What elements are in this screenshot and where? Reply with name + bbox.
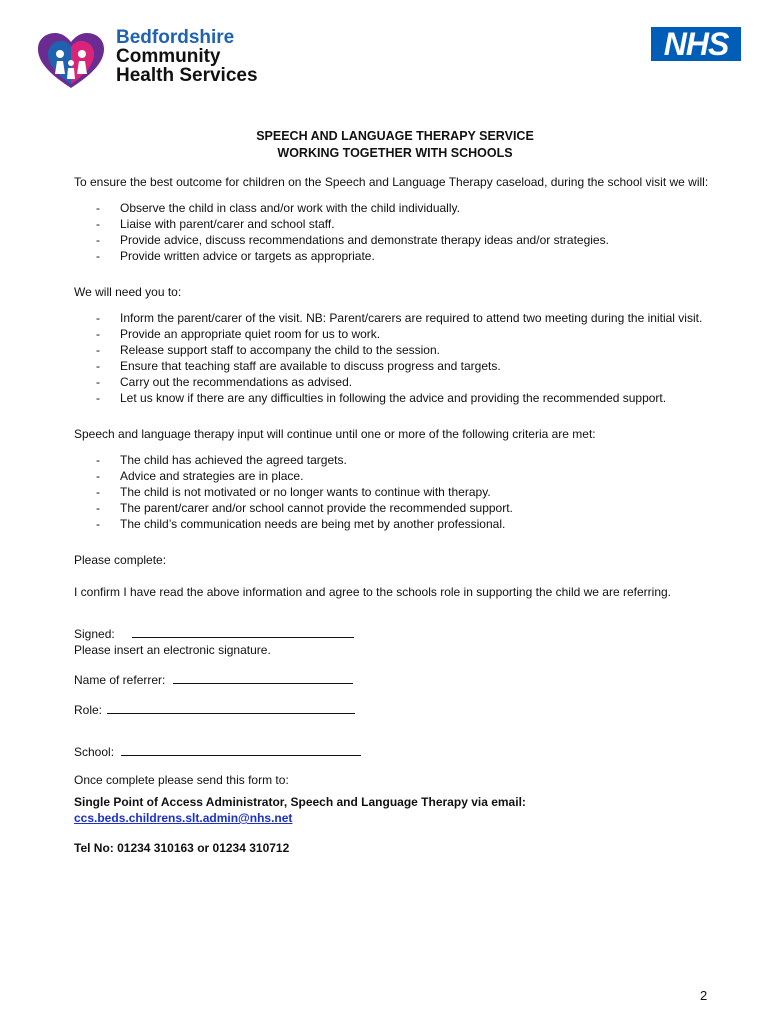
list-item: - Ensure that teaching staff are available to discuss progress and targets. bbox=[74, 358, 716, 374]
referrer-field[interactable] bbox=[173, 672, 353, 684]
page-title bbox=[74, 128, 716, 162]
send-heading: Once complete please send this form to: bbox=[74, 773, 289, 787]
intro-text: To ensure the best outcome for children on the Speech and Language Therapy caseload, during the school visit we will: bbox=[74, 175, 709, 189]
referrer-row bbox=[74, 672, 716, 688]
org-name-line1: Bedfordshire bbox=[116, 27, 235, 48]
continue-heading: Speech and language therapy input will continue until one or more of the following criteria are met: bbox=[74, 427, 596, 441]
list-item: - Advice and strategies are in place. bbox=[74, 468, 716, 484]
title-line2: WORKING TOGETHER WITH SCHOOLS bbox=[277, 146, 513, 160]
role-label: Role: bbox=[74, 703, 103, 717]
need-heading: We will need you to: bbox=[74, 285, 182, 299]
we-will-list bbox=[74, 200, 716, 264]
list-item: - The parent/carer and/or school cannot provide the recommended support. bbox=[74, 500, 716, 516]
please-complete: Please complete: bbox=[74, 553, 167, 567]
org-name bbox=[116, 28, 258, 85]
list-item: - The child is not motivated or no longer wants to continue with therapy. bbox=[74, 484, 716, 500]
list-item: - The child’s communication needs are being met by another professional. bbox=[74, 516, 716, 532]
signature-note: Please insert an electronic signature. bbox=[74, 643, 271, 657]
criteria-list bbox=[74, 452, 716, 532]
bchs-logo bbox=[36, 28, 286, 94]
list-item: - Provide written advice or targets as appropriate. bbox=[74, 248, 716, 264]
org-name-line3: Health Services bbox=[116, 65, 258, 86]
org-name-line2: Community bbox=[116, 46, 221, 67]
school-row bbox=[74, 744, 716, 760]
referrer-label: Name of referrer: bbox=[74, 673, 166, 687]
list-item: - The child has achieved the agreed targets. bbox=[74, 452, 716, 468]
list-item: - Provide an appropriate quiet room for us to work. bbox=[74, 326, 716, 342]
signed-label: Signed: bbox=[74, 627, 115, 641]
role-field[interactable] bbox=[107, 702, 355, 714]
role-row bbox=[74, 702, 716, 718]
document-body bbox=[74, 128, 716, 856]
signature-field[interactable] bbox=[132, 626, 354, 638]
nhs-logo: NHS bbox=[651, 27, 741, 61]
list-item: - Carry out the recommendations as advised. bbox=[74, 374, 716, 390]
email-row bbox=[74, 810, 716, 826]
contact-line: Single Point of Access Administrator, Speech and Language Therapy via email: bbox=[74, 795, 526, 809]
page-number: 2 bbox=[700, 988, 708, 1003]
list-item: - Liaise with parent/carer and school staff. bbox=[74, 216, 716, 232]
school-label: School: bbox=[74, 745, 115, 759]
confirm-text: I confirm I have read the above information and agree to the schools role in supporting the child we are referring. bbox=[74, 585, 672, 599]
need-list bbox=[74, 310, 716, 406]
telephone: Tel No: 01234 310163 or 01234 310712 bbox=[74, 841, 290, 855]
list-item: - Release support staff to accompany the child to the session. bbox=[74, 342, 716, 358]
heart-family-icon bbox=[36, 32, 106, 92]
list-item: - Observe the child in class and/or work with the child individually. bbox=[74, 200, 716, 216]
list-item: - Inform the parent/carer of the visit. NB: Parent/carers are required to attend two meeting during the initial visit. bbox=[74, 310, 716, 326]
list-item: - Let us know if there are any difficulties in following the advice and providing the recommended support. bbox=[74, 390, 716, 406]
school-field[interactable] bbox=[121, 744, 361, 756]
signed-row bbox=[74, 626, 716, 642]
email-link[interactable]: ccs.beds.childrens.slt.admin@nhs.net bbox=[74, 811, 293, 825]
list-item: - Provide advice, discuss recommendations and demonstrate therapy ideas and/or strategies. bbox=[74, 232, 716, 248]
title-line1: SPEECH AND LANGUAGE THERAPY SERVICE bbox=[256, 129, 534, 143]
